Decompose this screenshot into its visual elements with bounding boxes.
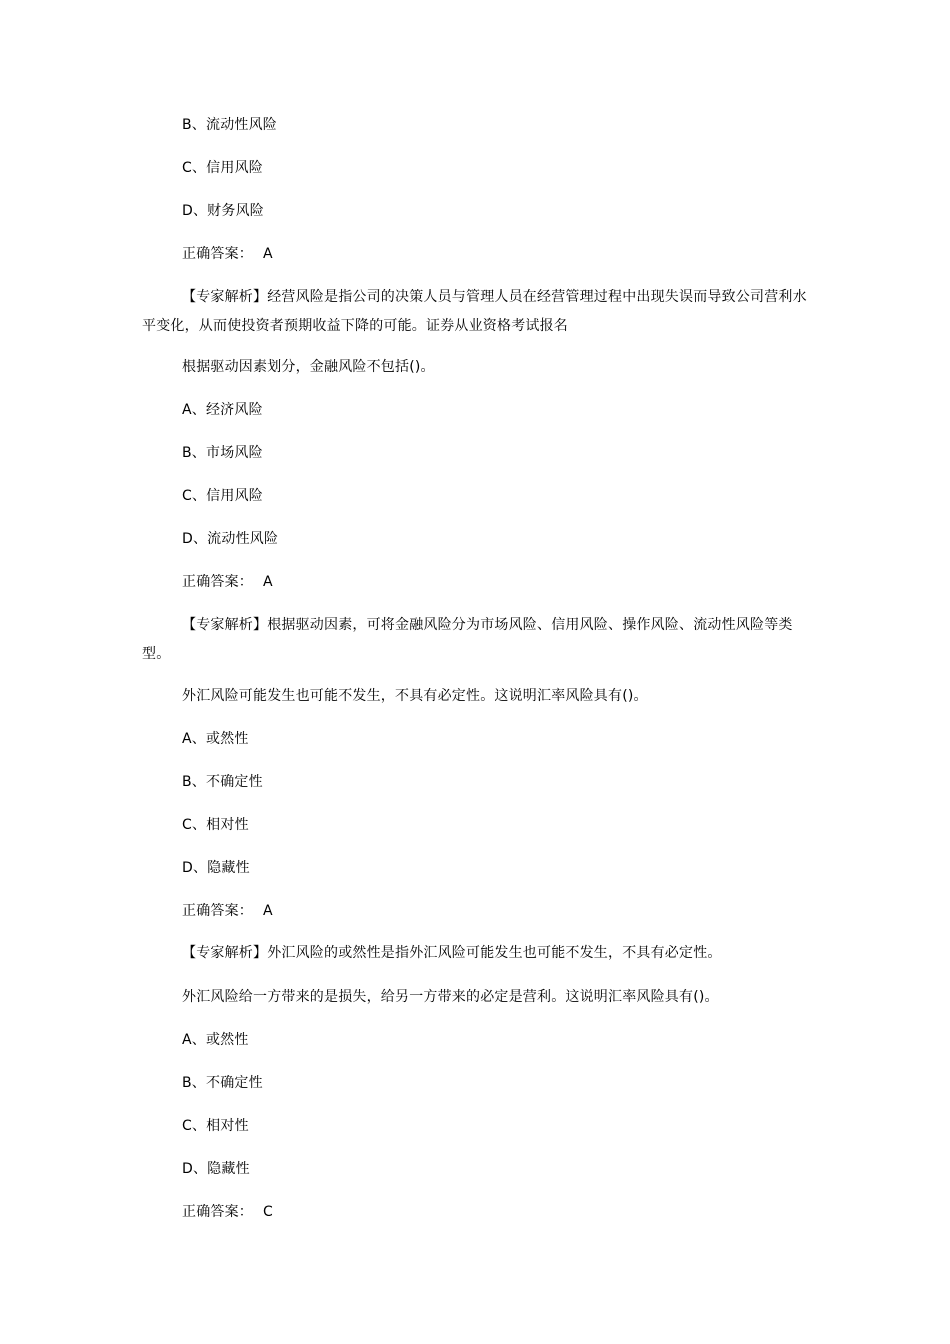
option-line: C、相对性 <box>182 817 249 833</box>
answer-label: 正确答案： <box>182 246 253 262</box>
answer-value: A <box>263 246 273 262</box>
question-line: 根据驱动因素划分，金融风险不包括()。 <box>182 359 435 375</box>
answer-value: C <box>263 1204 273 1220</box>
option-line: A、或然性 <box>182 731 249 747</box>
option-line: C、相对性 <box>182 1118 249 1134</box>
analysis-paragraph: 【专家解析】外汇风险的或然性是指外汇风险可能发生也可能不发生，不具有必定性。 <box>182 945 722 961</box>
option-line: A、或然性 <box>182 1032 249 1048</box>
option-line: B、市场风险 <box>182 445 263 461</box>
option-line: C、信用风险 <box>182 160 263 176</box>
option-line: B、不确定性 <box>182 1075 263 1091</box>
option-line: D、流动性风险 <box>182 531 279 547</box>
answer-line <box>182 901 273 921</box>
answer-label: 正确答案： <box>182 1204 253 1220</box>
answer-label: 正确答案： <box>182 574 253 590</box>
answer-value: A <box>263 903 273 919</box>
option-line: B、不确定性 <box>182 774 263 790</box>
answer-value: A <box>263 574 273 590</box>
answer-line <box>182 1202 273 1222</box>
option-line: A、经济风险 <box>182 402 263 418</box>
analysis-paragraph: 【专家解析】经营风险是指公司的决策人员与管理人员在经营管理过程中出现失误而导致公司营利水平变化，从而使投资者预期收益下降的可能。证券从业资格考试报名 <box>142 289 807 334</box>
analysis-paragraph: 【专家解析】根据驱动因素，可将金融风险分为市场风险、信用风险、操作风险、流动性风险等类型。 <box>142 617 793 662</box>
option-line: B、流动性风险 <box>182 117 278 133</box>
answer-line <box>182 244 273 264</box>
option-line: D、财务风险 <box>182 203 264 219</box>
option-line: D、隐藏性 <box>182 1161 250 1177</box>
answer-line <box>182 572 273 592</box>
answer-label: 正确答案： <box>182 903 253 919</box>
option-line: C、信用风险 <box>182 488 263 504</box>
question-line: 外汇风险可能发生也可能不发生，不具有必定性。这说明汇率风险具有()。 <box>182 688 648 704</box>
question-line: 外汇风险给一方带来的是损失，给另一方带来的必定是营利。这说明汇率风险具有()。 <box>182 989 719 1005</box>
option-line: D、隐藏性 <box>182 860 250 876</box>
